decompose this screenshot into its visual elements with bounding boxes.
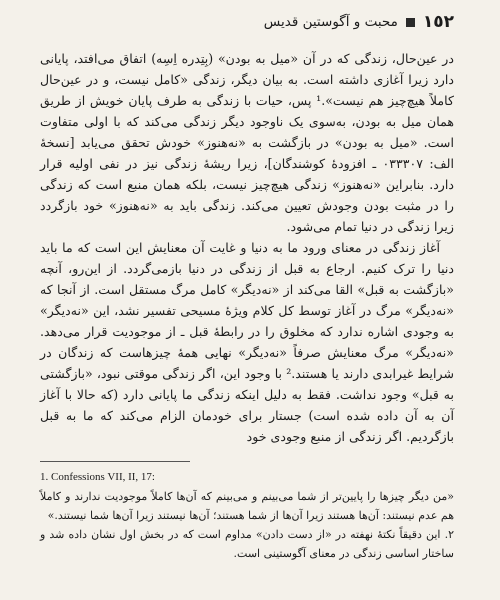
- paragraph-1: در عین‌حال، زندگی که در آن «میل به بودن» (بِتِدره اِسِه) اتفاق می‌افتد، پایانی دارد زیرا آغازی داشته است. به بیان دیگر، زندگی «کامل نیست، و در عین‌حال کاملاً هیچ‌چیز هم نیست».¹ پس، حیات با زندگی به طرف پایان خویش از طریق همان میل به بودن، به‌سوی یک ناوجود دیگر زندگی می‌کند که با اولی متفاوت است. «میل به بودن» در بازگشت به «نه‌هنوز» خودش تحقق می‌یابد [نسخهٔ الف: ۰۳۳۳۰۷ ـ افزودهٔ کوشندگان]، زیرا ریشهٔ زندگی نیز در نفی اولیه قرار دارد. بنابراین «نه‌هنوز» زندگی هیچ‌چیز نیست، بلکه همان منبع است که زندگی را در مثبت بودن وجودش تعیین می‌کند. زندگی باید به «نه‌هنوز» خود بازگردد زیرا زندگی در دنیا تمام می‌شود.: [40, 51, 455, 234]
- running-header: [40, 10, 454, 34]
- page-number: ١٥٢: [422, 12, 454, 32]
- footnote-1-quote: «من دیگر چیزها را پایین‌تر از شما می‌بینم و می‌بینم که آن‌ها کاملاً موجودیت ندارند و کاملاً هم عدم نیستند: آن‌ها هستند زیرا آن‌ها از شما هستند؛ آن‌ها نیستند زیرا آن‌ها شما نیستند.»: [40, 490, 454, 522]
- footnotes: [40, 468, 454, 563]
- paragraph-2: آغاز زندگی در معنای ورود ما به دنیا و غایت آن معنایش این است که ما باید دنیا را ترک کنیم. ارجاع به قبل از زندگی در دنیا بازمی‌گردد. از این‌رو، آنچه «بازگشت به قبل» القا می‌کند از «نه‌دیگر» کامل مرگ مستقل است. از آنجا که «نه‌دیگر» مرگ در آغاز توسط کل کلام ویژهٔ مسیحی تفسیر نشد، این «نه‌دیگر» به وجودی اشاره ندارد که مخلوق را در رابطهٔ قبل ـ از موجودیت قرار می‌دهد. «نه‌دیگر» مرگ معنایش صرفاً «نه‌دیگر» نهایی همهٔ چیزهاست که زندگان در شرایط غیرابدی دارند یا هستند.² با وجود این، اگر زندگی موقتی نبود، «بازگشتی به قبل» وجود نداشت. فقط به دلیل اینکه زندگی ما پایانی دارد (که حالا با آغاز آن به آن داده شده است) جستار برای خودمان الزام می‌کند که ما به قبل بازگردیم. اگر زندگی از منبع وجودی خود: [40, 240, 454, 444]
- footnote-1-citation: 1. Confessions VII, II, 17:: [40, 471, 155, 483]
- footnote-divider: [40, 461, 190, 462]
- footnote-2: ۲. این دقیقاً نکتهٔ نهفته در «از دست دادن» مداوم است که در بخش اول نشان داده شد و ساختار اساسی زندگی در معنای آگوستینی است.: [40, 528, 454, 560]
- footnote-1-reference: [40, 468, 454, 487]
- running-title: محبت و آگوستین قدیس: [263, 14, 398, 30]
- main-text: [40, 48, 454, 447]
- header-square-icon: [406, 18, 415, 27]
